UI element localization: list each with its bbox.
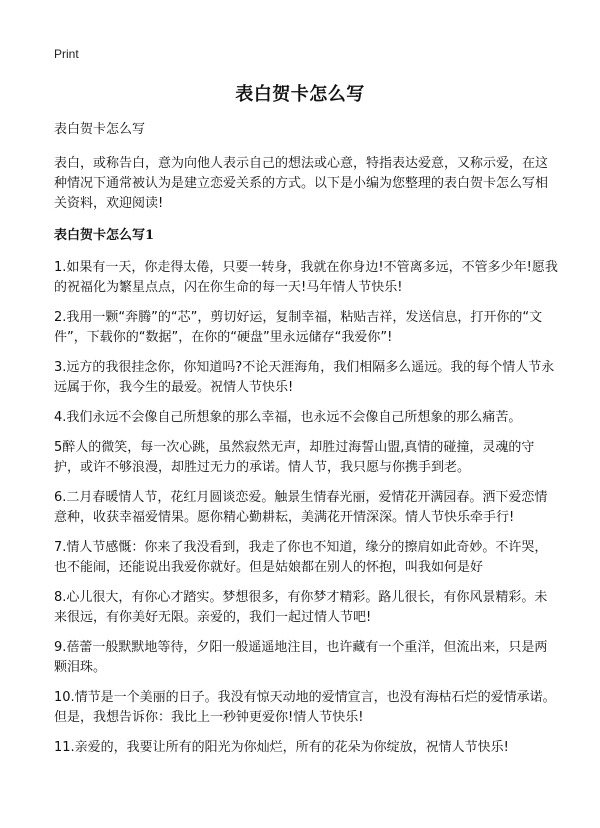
list-item: 3.远方的我很挂念你，你知道吗?不论天涯海角，我们相隔多么遥远。我的每个情人节永远属于你，我今生的最爱。祝情人节快乐! xyxy=(54,360,555,395)
print-link[interactable]: Print xyxy=(54,47,79,61)
list-item: 8.心儿很大，有你心才踏实。梦想很多，有你梦才精彩。路儿很长，有你风景精彩。未来很远，有你美好无限。亲爱的，我们一起过情人节吧! xyxy=(54,590,548,625)
intro-paragraph: 表白，或称告白，意为向他人表示自己的想法或心意，特指表达爱意，又称示爱，在这种情况下通常被认为是建立恋爱关系的方式。以下是小编为您整理的表白贺卡怎么写相关资料，欢迎阅读! xyxy=(54,156,549,211)
article-body xyxy=(54,120,560,768)
list-item: 9.蓓蕾一般默默地等待，夕阳一般遥遥地注目，也许藏有一个重洋，但流出来，只是两颗泪珠。 xyxy=(54,640,548,675)
article-subtitle: 表白贺卡怎么写 xyxy=(54,122,146,137)
list-item: 5醉人的微笑，每一次心跳，虽然寂然无声，却胜过海誓山盟,真情的碰撞，灵魂的守护，或许不够浪漫，却胜过无力的承诺。情人节，我只愿与你携手到老。 xyxy=(54,440,535,475)
list-item: 10.情节是一个美丽的日子。我没有惊天动地的爱情宣言，也没有海枯石烂的爱情承诺。但是，我想告诉你：我比上一秒钟更爱你!情人节快乐! xyxy=(54,690,556,725)
list-item: 11.亲爱的，我要让所有的阳光为你灿烂，所有的花朵为你绽放，祝情人节快乐! xyxy=(54,740,509,755)
page-title: 表白贺卡怎么写 xyxy=(235,84,365,105)
section-heading: 表白贺卡怎么写1 xyxy=(54,228,155,243)
list-item: 1.如果有一天，你走得太倦，只要一转身，我就在你身边!不管离多远，不管多少年!愿我的祝福化为繁星点点，闪在你生命的每一天!马年情人节快乐! xyxy=(54,260,558,295)
list-item: 7.情人节感慨：你来了我没看到，我走了你也不知道，缘分的擦肩如此奇妙。不许哭，也不能闹，还能说出我爱你就好。但是姑娘都在别人的怀抱，叫我如何是好 xyxy=(54,540,548,575)
list-item: 4.我们永远不会像自己所想象的那么幸福，也永远不会像自己所想象的那么痛苦。 xyxy=(54,410,522,425)
list-item: 6.二月春暖情人节，花红月圆谈恋爱。触景生情春光丽，爱情花开满园春。洒下爱恋情意种，收获幸福爱情果。愿你精心勤耕耘，美满花开情深深。情人节快乐牵手行! xyxy=(54,490,548,525)
list-item: 2.我用一颗“奔腾”的“芯”，剪切好运，复制幸福，粘贴吉祥，发送信息，打开你的“文件”，下载你的“数据”，在你的“硬盘”里永远储存“我爱你”! xyxy=(54,310,543,345)
